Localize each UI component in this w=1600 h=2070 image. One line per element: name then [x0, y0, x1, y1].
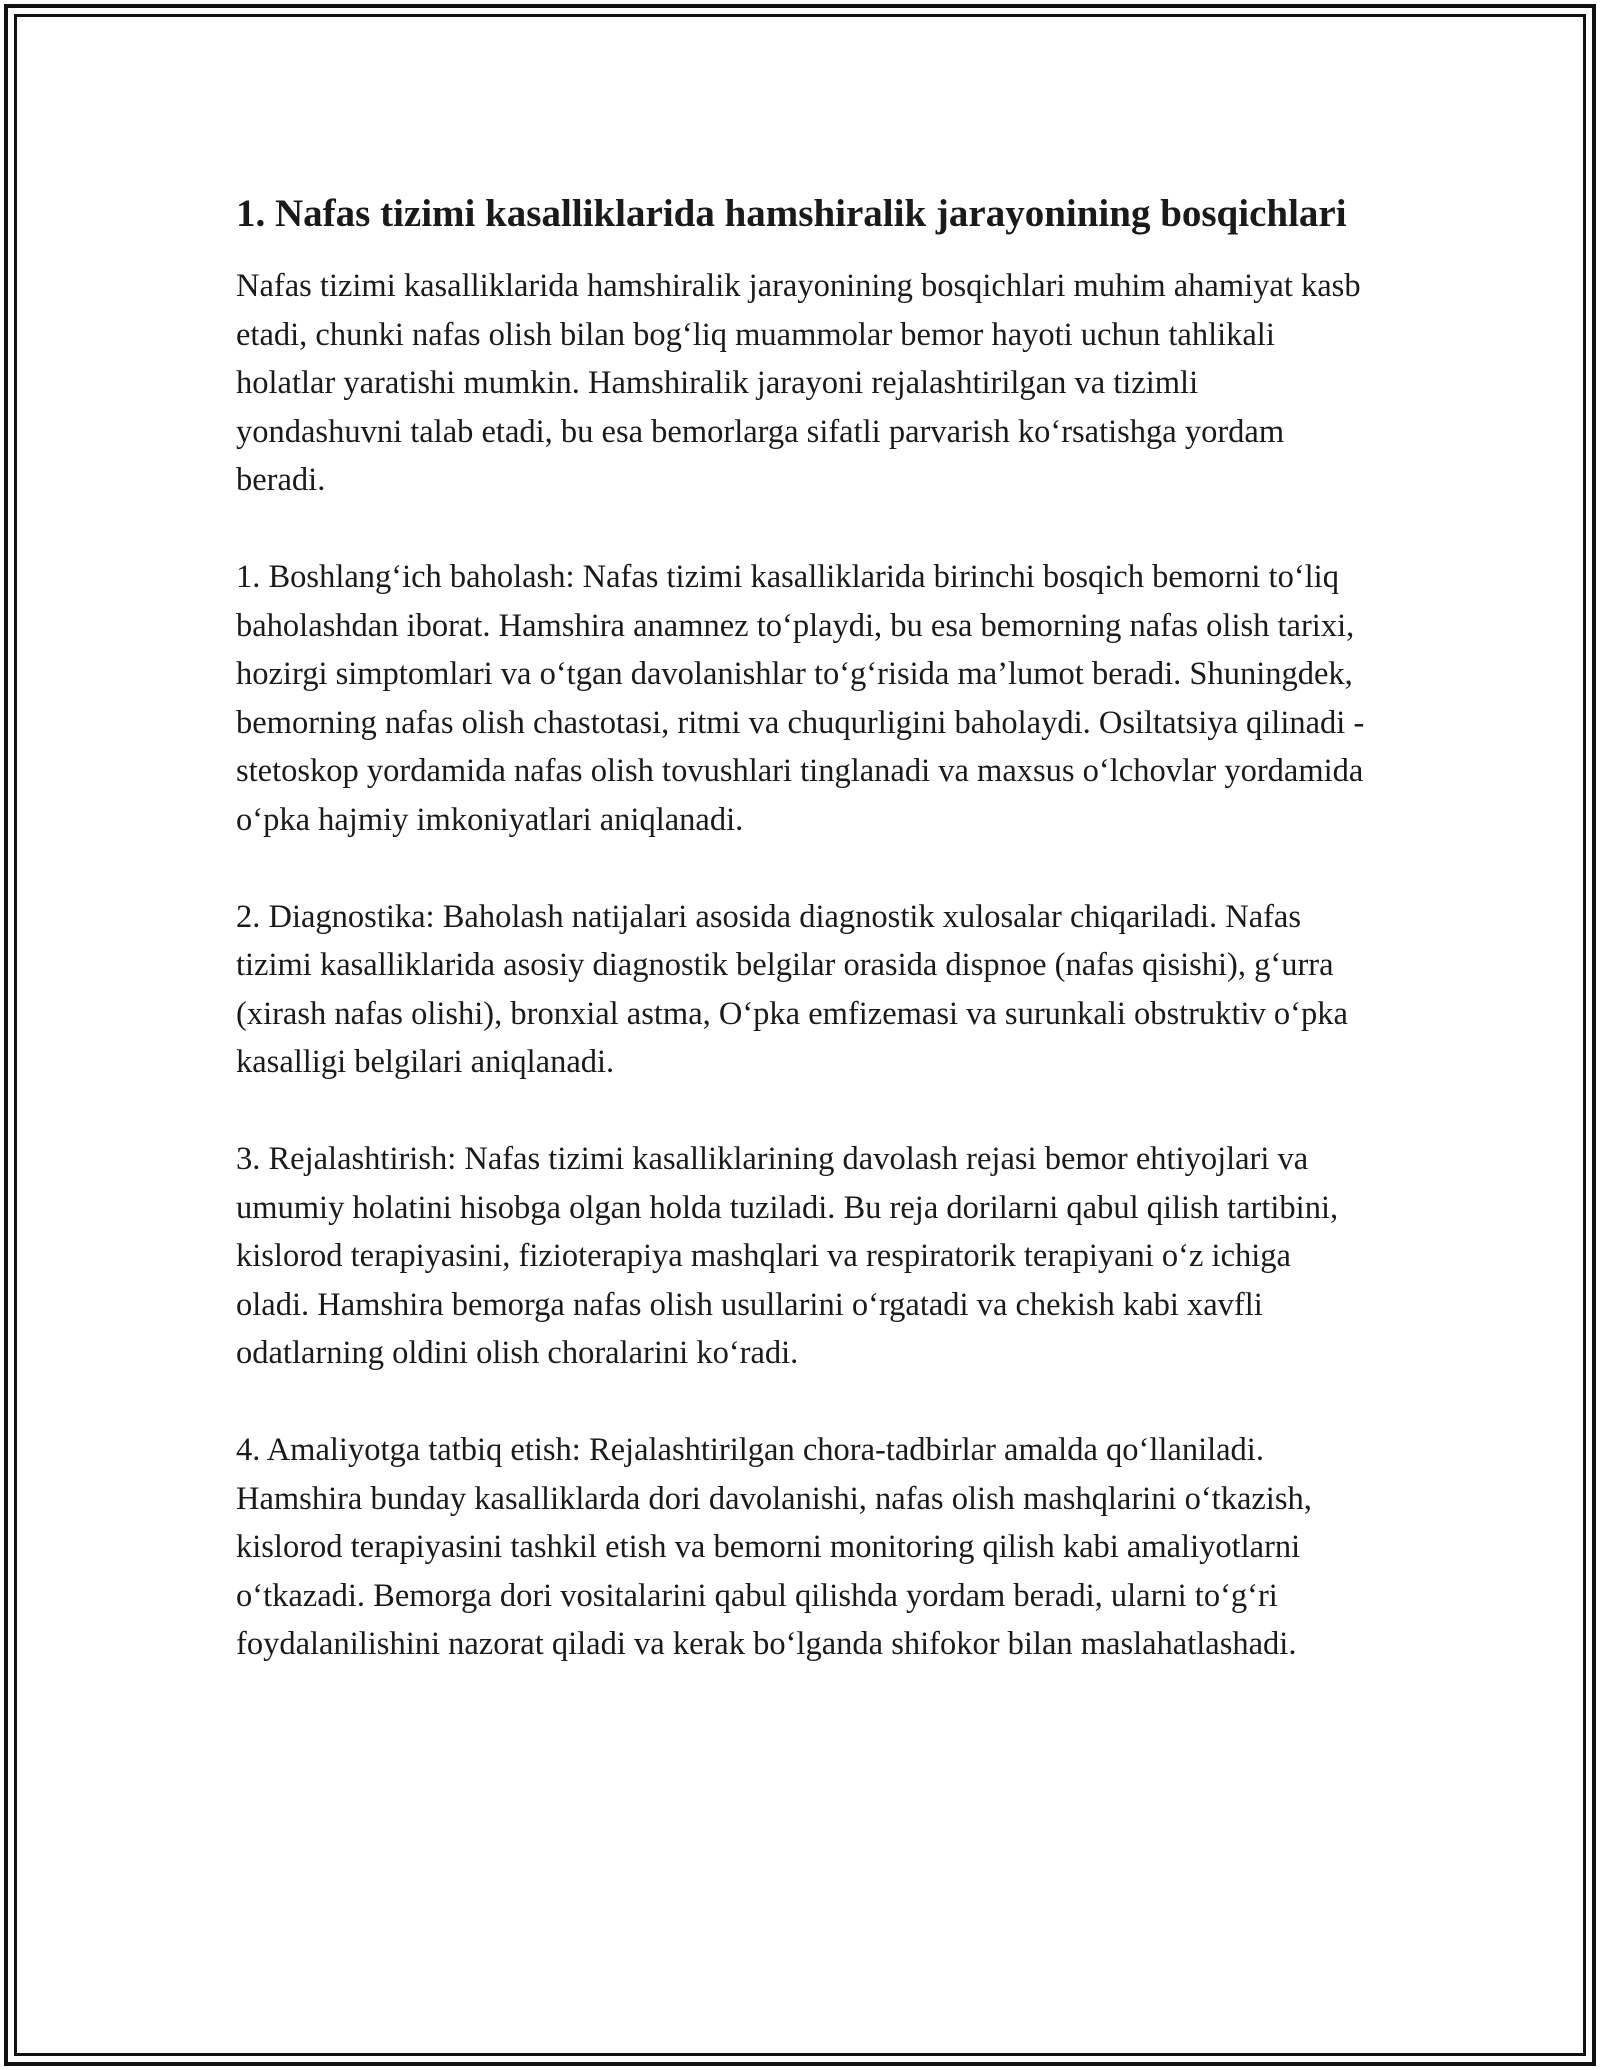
diagnostics-paragraph: 2. Diagnostika: Baholash natijalari asosida diagnostik xulosalar chiqariladi. Nafas tizimi kasalliklarida asosiy diagnostik belgilar orasida dispnoe (nafas qisishi), g‘urra (xirash nafas olishi), bronxial astma, O‘pka emfizemasi va surunkali obstruktiv o‘pka kasalligi belgilari aniqlanadi.	[236, 898, 1348, 1080]
planning-paragraph: 3. Rejalashtirish: Nafas tizimi kasalliklarining davolash rejasi bemor ehtiyojlari va umumiy holatini hisobga olgan holda tuziladi. Bu reja dorilarni qabul qilish tartibini, kislorod terapiyasini, fizioterapiya mashqlari va respiratorik terapiyani o‘z ichiga oladi. Hamshira bemorga nafas olish usullarini o‘rgatadi va chekish kabi xavfli odatlarning oldini olish choralarini ko‘radi.	[236, 1141, 1339, 1371]
implementation-paragraph: 4. Amaliyotga tatbiq etish: Rejalashtirilgan chora-tadbirlar amalda qo‘llaniladi. Hamshira bunday kasalliklarda dori davolanishi, nafas olish mashqlarini o‘tkazish, kislorod terapiyasini tashkil etish va bemorni monitoring qilish kabi amaliyotlarni o‘tkazadi. Bemorga dori vositalarini qabul qilishda yordam beradi, ularni to‘g‘ri foydalanilishini nazorat qiladi va kerak bo‘lganda shifokor bilan maslahatlashadi.	[236, 1432, 1312, 1662]
page-title: 1. Nafas tizimi kasalliklarida hamshiralik jarayonining bosqichlari	[236, 192, 1347, 235]
assessment-paragraph: 1. Boshlang‘ich baholash: Nafas tizimi kasalliklarida birinchi bosqich bemorni to‘liq baholashdan iborat. Hamshira anamnez to‘playdi, bu esa bemorning nafas olish tarixi, hozirgi simptomlari va o‘tgan davolanishlar to‘g‘risida ma’lumot beradi. Shuningdek, bemorning nafas olish chastotasi, ritmi va chuqurligini baholaydi. Osiltatsiya qilinadi - stetoskop yordamida nafas olish tovushlari tinglanadi va maxsus o‘lchovlar yordamida o‘pka hajmiy imkoniyatlari aniqlanadi.	[236, 559, 1365, 838]
intro-paragraph: Nafas tizimi kasalliklarida hamshiralik jarayonining bosqichlari muhim ahamiyat kasb etadi, chunki nafas olish bilan bog‘liq muammolar bemor hayoti uchun tahlikali holatlar yaratishi mumkin. Hamshiralik jarayoni rejalashtirilgan va tizimli yondashuvni talab etadi, bu esa bemorlarga sifatli parvarish ko‘rsatishga yordam beradi.	[236, 268, 1361, 498]
document-body	[236, 186, 1366, 1717]
